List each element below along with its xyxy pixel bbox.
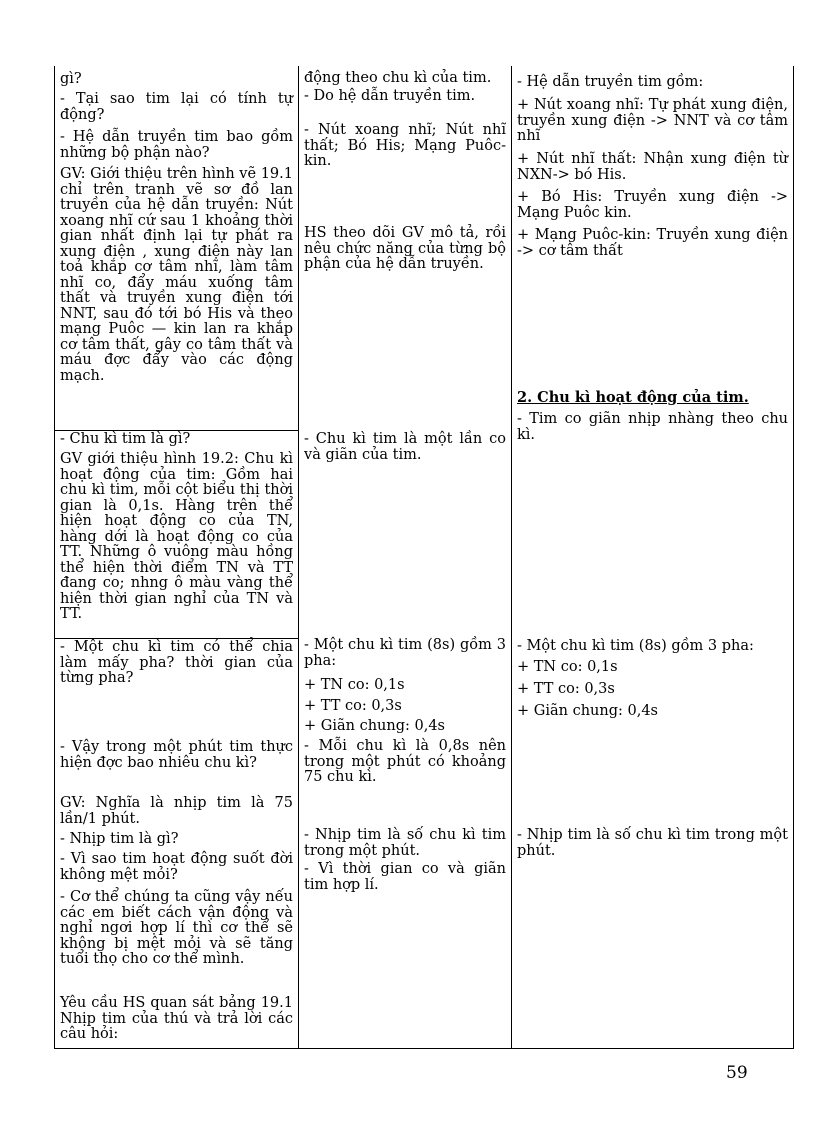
text-block: - Tim co giãn nhịp nhàng theo chu kì. bbox=[517, 411, 788, 443]
teacher-activity-column bbox=[55, 66, 299, 1048]
text-block: - Vì thời gian co và giãn tim hợp lí. bbox=[304, 861, 506, 893]
text-block: GV giới thiệu hình 19.2: Chu kì hoạt động của tim: Gồm hai chu kì tim, mỗi cột biểu thị thời gian là 0,1s. Hàng trên thể hiện hoạt động co của TN, hàng dới là hoạt động co của TT. Những ô vuông màu hồng thể hiện thời điểm TN và TT đang co; nhng ô màu vàng thể hiện thời gian nghỉ của TN và TT. bbox=[60, 451, 293, 622]
text-block: HS theo dõi GV mô tả, rồi nêu chức năng của từng bộ phận của hệ dẫn truyền. bbox=[304, 225, 506, 272]
text-block: - Một chu kì tim (8s) gồm 3 pha: bbox=[304, 637, 506, 669]
text-block: GV: Nghĩa là nhịp tim là 75 lần/1 phút. bbox=[60, 795, 293, 827]
text-block: GV: Giới thiệu trên hình vẽ 19.1 chỉ trên tranh vẽ sơ đồ lan truyền của hệ dẫn truyền: Nút xoang nhĩ cứ sau 1 khoảng thời gian nhất định lại tự phát ra xung điện , xung điện này lan toả khắp cơ tâm nhĩ, làm tâm nhĩ co, đẩy máu xuống tâm thất và truyền xung điện tới NNT, sau đó tới bó His và theo mạng Puôc — kin lan ra khắp cơ tâm thất, gây co tâm thất và máu đợc đẩy vào các động mạch. bbox=[60, 166, 293, 384]
text-block: - Một chu kì tim (8s) gồm 3 pha: bbox=[517, 638, 754, 654]
text-block: - Nhịp tim là số chu kì tim trong một phút. bbox=[517, 827, 788, 859]
text-block: gì? bbox=[60, 71, 82, 87]
student-activity-column bbox=[299, 66, 512, 1048]
text-block: - Do hệ dẫn truyền tim. bbox=[304, 88, 476, 104]
text-block: - Nhịp tim là gì? bbox=[60, 831, 179, 847]
text-block: + TN co: 0,1s bbox=[517, 659, 618, 675]
text-block: động theo chu kì của tim. bbox=[304, 70, 492, 86]
text-block: + Giãn chung: 0,4s bbox=[517, 703, 658, 719]
text-block: + Mạng Puôc-kin: Truyền xung điện -> cơ tâm thất bbox=[517, 227, 788, 259]
text-block: - Nút xoang nhĩ; Nút nhĩ thất; Bó His; Mạng Puôc-kin. bbox=[304, 122, 506, 169]
text-block: - Hệ dẫn truyền tim gồm: bbox=[517, 74, 704, 90]
text-block: + TN co: 0,1s bbox=[304, 677, 405, 693]
text-block: + TT co: 0,3s bbox=[304, 698, 402, 714]
text-block: + TT co: 0,3s bbox=[517, 681, 615, 697]
lesson-table bbox=[54, 66, 794, 1049]
text-block: + Nút xoang nhĩ: Tự phát xung điện, truyền xung điện -> NNT và cơ tâm nhĩ bbox=[517, 97, 788, 144]
text-block: - Vì sao tim hoạt động suốt đời không mệt mỏi? bbox=[60, 851, 293, 883]
text-block: - Một chu kì tim có thể chia làm mấy pha? thời gian của từng pha? bbox=[60, 639, 293, 686]
text-block: - Chu kì tim là một lần co và giãn của tim. bbox=[304, 431, 506, 463]
content-column bbox=[512, 66, 793, 1048]
text-block: - Tại sao tim lại có tính tự động? bbox=[60, 91, 293, 123]
text-block: - Nhịp tim là số chu kì tim trong một phút. bbox=[304, 827, 506, 859]
page-number: 59 bbox=[726, 1063, 748, 1083]
text-block: - Vậy trong một phút tim thực hiện đợc bao nhiêu chu kì? bbox=[60, 739, 293, 771]
section-heading: 2. Chu kì hoạt động của tim. bbox=[517, 389, 749, 406]
text-block: - Hệ dẫn truyền tim bao gồm những bộ phận nào? bbox=[60, 129, 293, 161]
text-block: - Chu kì tim là gì? bbox=[60, 431, 191, 447]
text-block: + Nút nhĩ thất: Nhận xung điện từ NXN-> bó His. bbox=[517, 151, 788, 183]
text-block: - Mỗi chu kì là 0,8s nên trong một phút có khoảng 75 chu kì. bbox=[304, 738, 506, 785]
text-block: - Cơ thể chúng ta cũng vậy nếu các em biết cách vận động và nghỉ ngơi hợp lí thì cơ thể sẽ không bị mệt mỏi và sẽ tăng tuổi thọ cho cơ thể mình. bbox=[60, 889, 293, 967]
text-block: + Bó His: Truyền xung điện -> Mạng Puôc kin. bbox=[517, 189, 788, 221]
text-block: Yêu cầu HS quan sát bảng 19.1 Nhịp tim của thú và trả lời các câu hỏi: bbox=[60, 995, 293, 1042]
text-block: + Giãn chung: 0,4s bbox=[304, 718, 445, 734]
